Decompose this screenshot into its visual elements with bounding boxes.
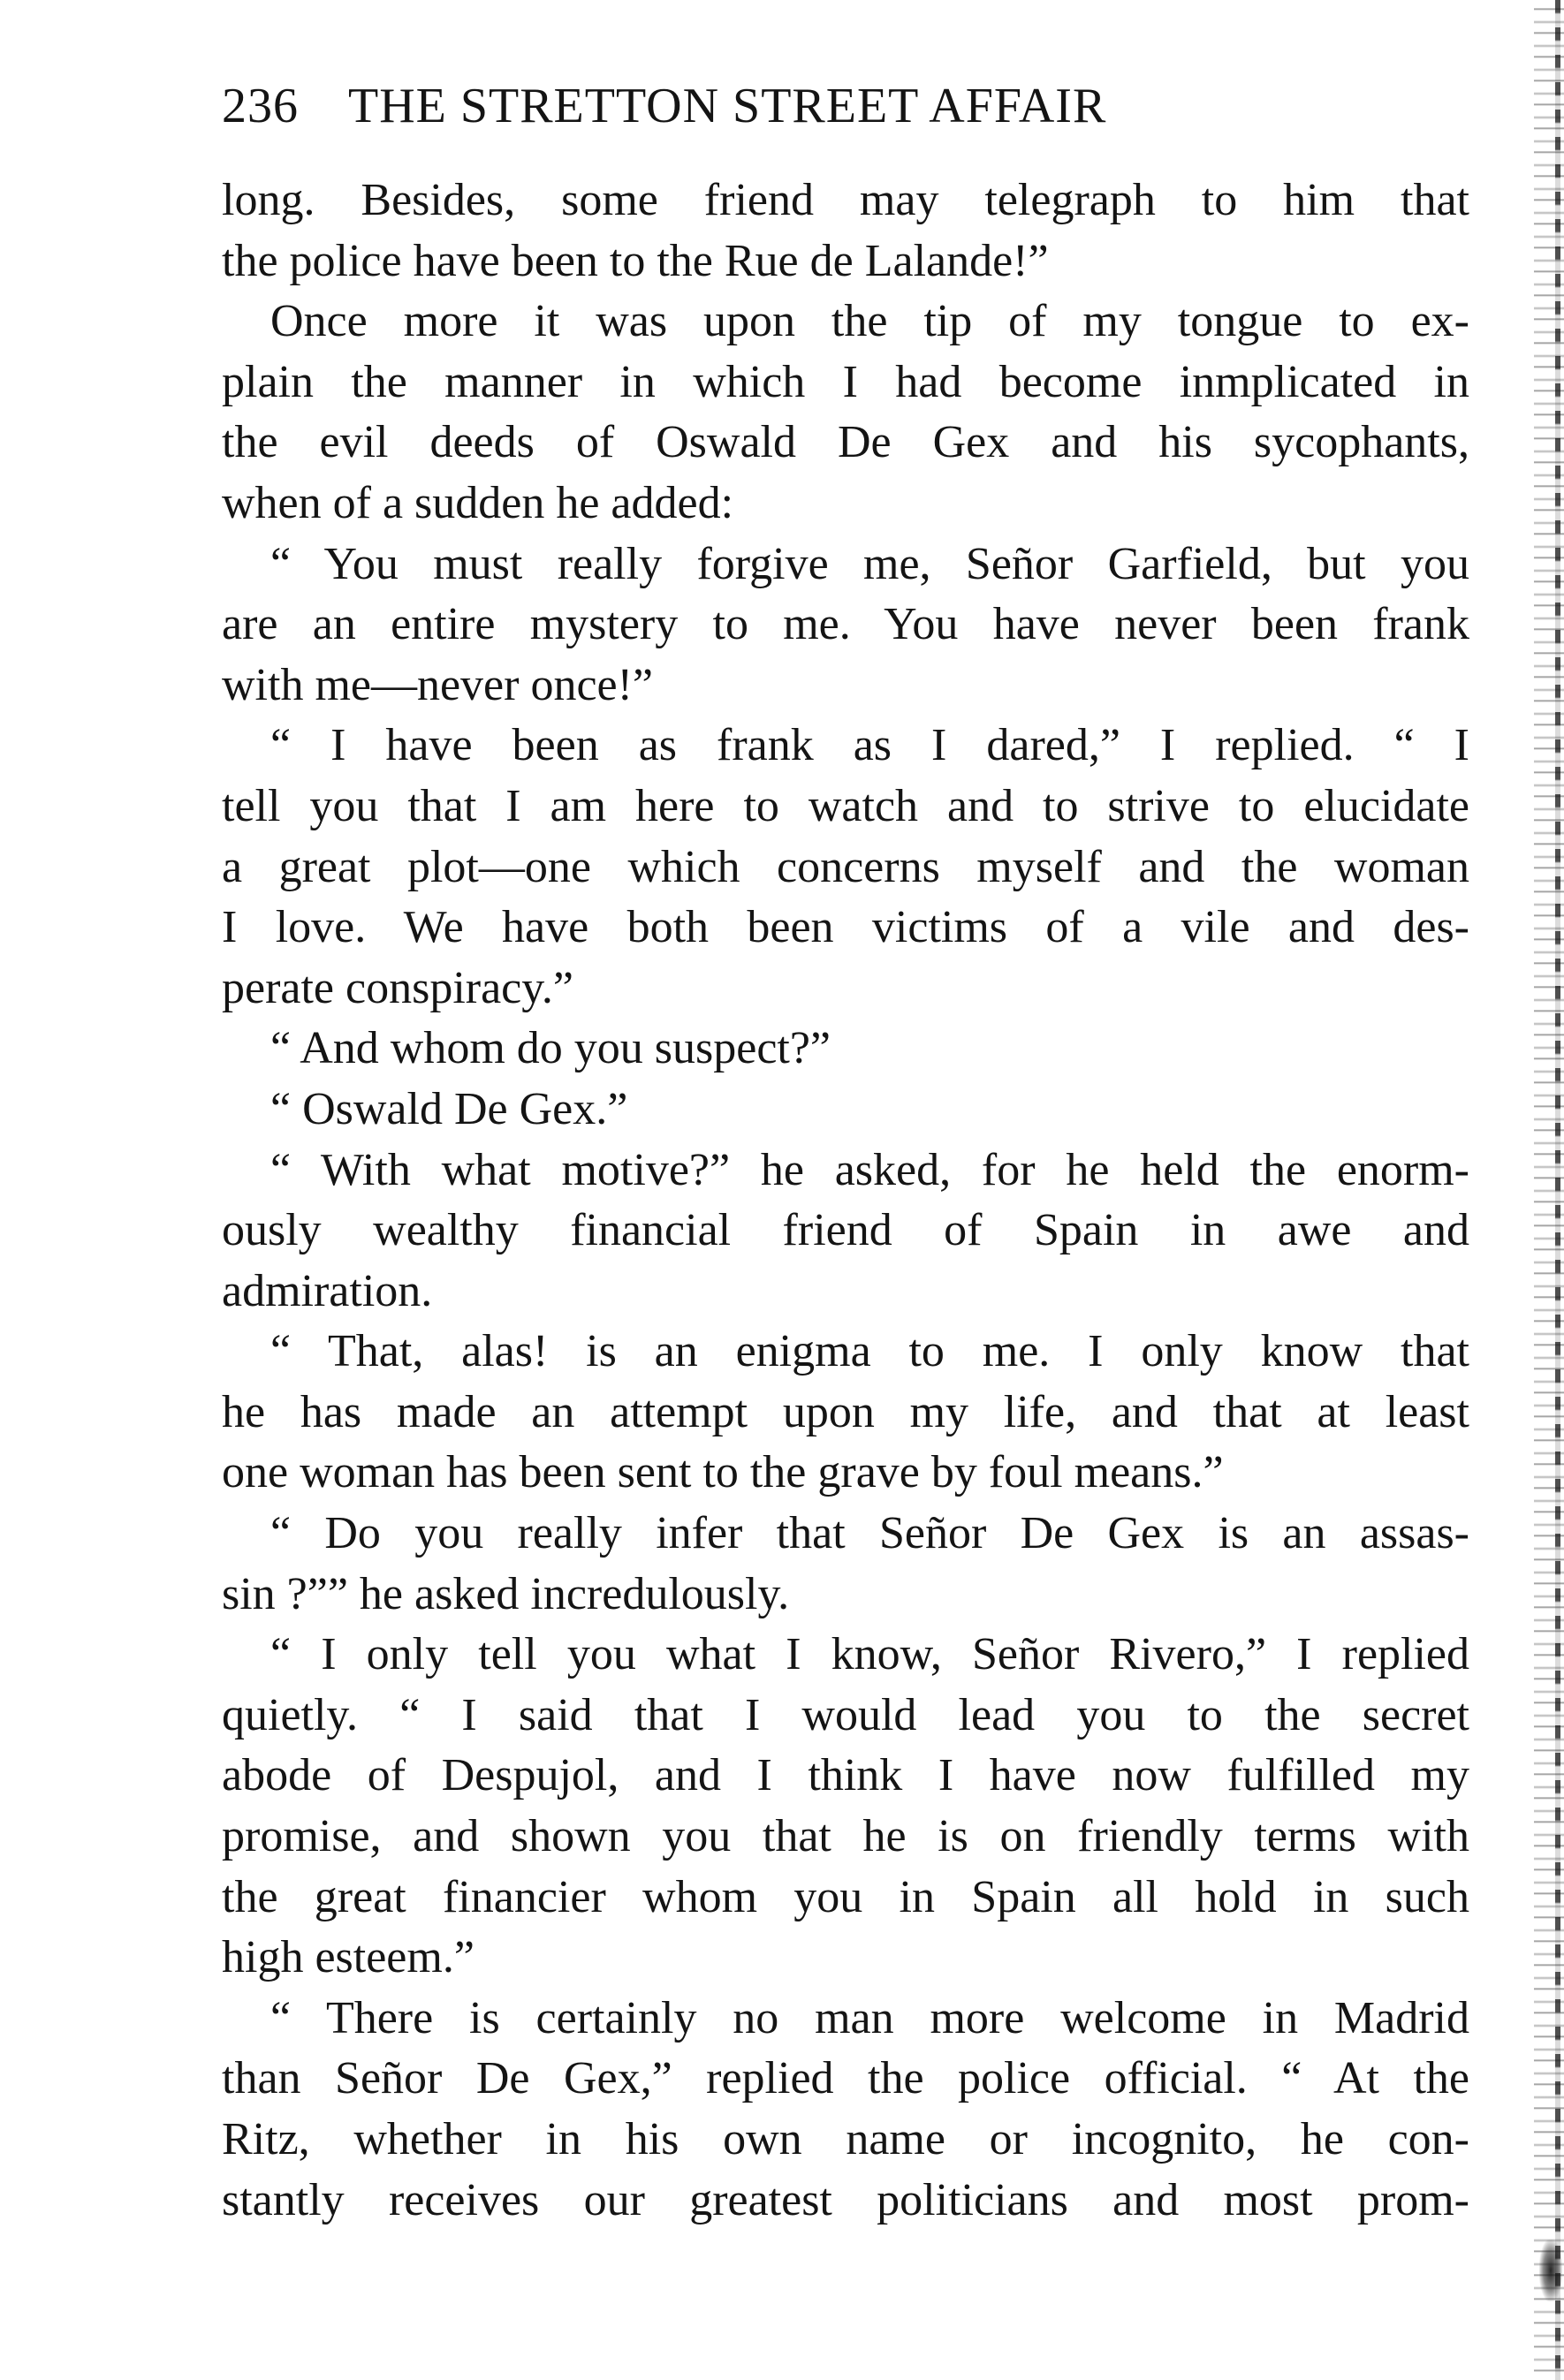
text-line: admiration.: [222, 1265, 433, 1316]
text-line: the evil deeds of Oswald De Gex and his sycophants,: [222, 417, 1469, 468]
text-line: a great plot—one which concerns myself and the woman: [222, 841, 1469, 892]
text-line: “ And whom do you suspect?”: [270, 1023, 831, 1074]
text-line: Once more it was upon the tip of my tongue to ex-: [270, 296, 1469, 347]
text-line: are an entire mystery to me. You have never been frank: [222, 599, 1469, 650]
text-line: abode of Despujol, and I think I have now fulfilled my: [222, 1750, 1469, 1801]
text-line: “ With what motive?” he asked, for he held the enorm-: [270, 1144, 1469, 1195]
text-line: I love. We have both been victims of a vile and des-: [222, 902, 1469, 953]
ink-blot: [1539, 2240, 1562, 2301]
text-line: he has made an attempt upon my life, and that at least: [222, 1386, 1469, 1437]
text-line: “ I only tell you what I know, Señor Rivero,” I replied: [270, 1629, 1469, 1680]
page-number: 236: [222, 79, 299, 133]
text-line: sin ?”” he asked incredulously.: [222, 1568, 790, 1619]
text-line: promise, and shown you that he is on friendly terms with: [222, 1811, 1469, 1862]
text-line: the police have been to the Rue de Lalande!”: [222, 235, 1049, 286]
text-line: perate conspiracy.”: [222, 962, 573, 1013]
text-line: “ There is certainly no man more welcome in Madrid: [270, 1992, 1469, 2043]
text-line: tell you that I am here to watch and to strive to elucidate: [222, 780, 1469, 831]
text-line: long. Besides, some friend may telegraph to him that: [222, 175, 1469, 225]
text-line: ously wealthy financial friend of Spain in awe and: [222, 1205, 1469, 1256]
text-line: one woman has been sent to the grave by foul means.”: [222, 1447, 1224, 1498]
text-line: the great financier whom you in Spain all hold in such: [222, 1871, 1469, 1922]
running-title: THE STRETTON STREET AFFAIR: [348, 79, 1107, 133]
text-line: “ Oswald De Gex.”: [270, 1083, 628, 1134]
text-line: high esteem.”: [222, 1932, 475, 1983]
text-line: “ That, alas! is an enigma to me. I only know that: [270, 1326, 1469, 1377]
running-head: [222, 71, 1309, 141]
text-line: when of a sudden he added:: [222, 477, 734, 528]
text-line: “ You must really forgive me, Señor Garfield, but you: [270, 538, 1469, 589]
text-line: quietly. “ I said that I would lead you to the secret: [222, 1689, 1469, 1740]
text-line: than Señor De Gex,” replied the police official. “ At the: [222, 2053, 1469, 2104]
text-line: “ I have been as frank as I dared,” I replied. “ I: [270, 720, 1469, 771]
text-line: Ritz, whether in his own name or incognito, he con-: [222, 2114, 1469, 2164]
text-line: “ Do you really infer that Señor De Gex is an assas-: [270, 1508, 1469, 1559]
text-line: stantly receives our greatest politicians and most prom-: [222, 2174, 1469, 2225]
text-line: with me—never once!”: [222, 659, 654, 710]
page-edge-bleed: [1534, 0, 1564, 2380]
body-text: [222, 171, 1469, 2231]
text-line: plain the manner in which I had become inmplicated in: [222, 356, 1469, 407]
